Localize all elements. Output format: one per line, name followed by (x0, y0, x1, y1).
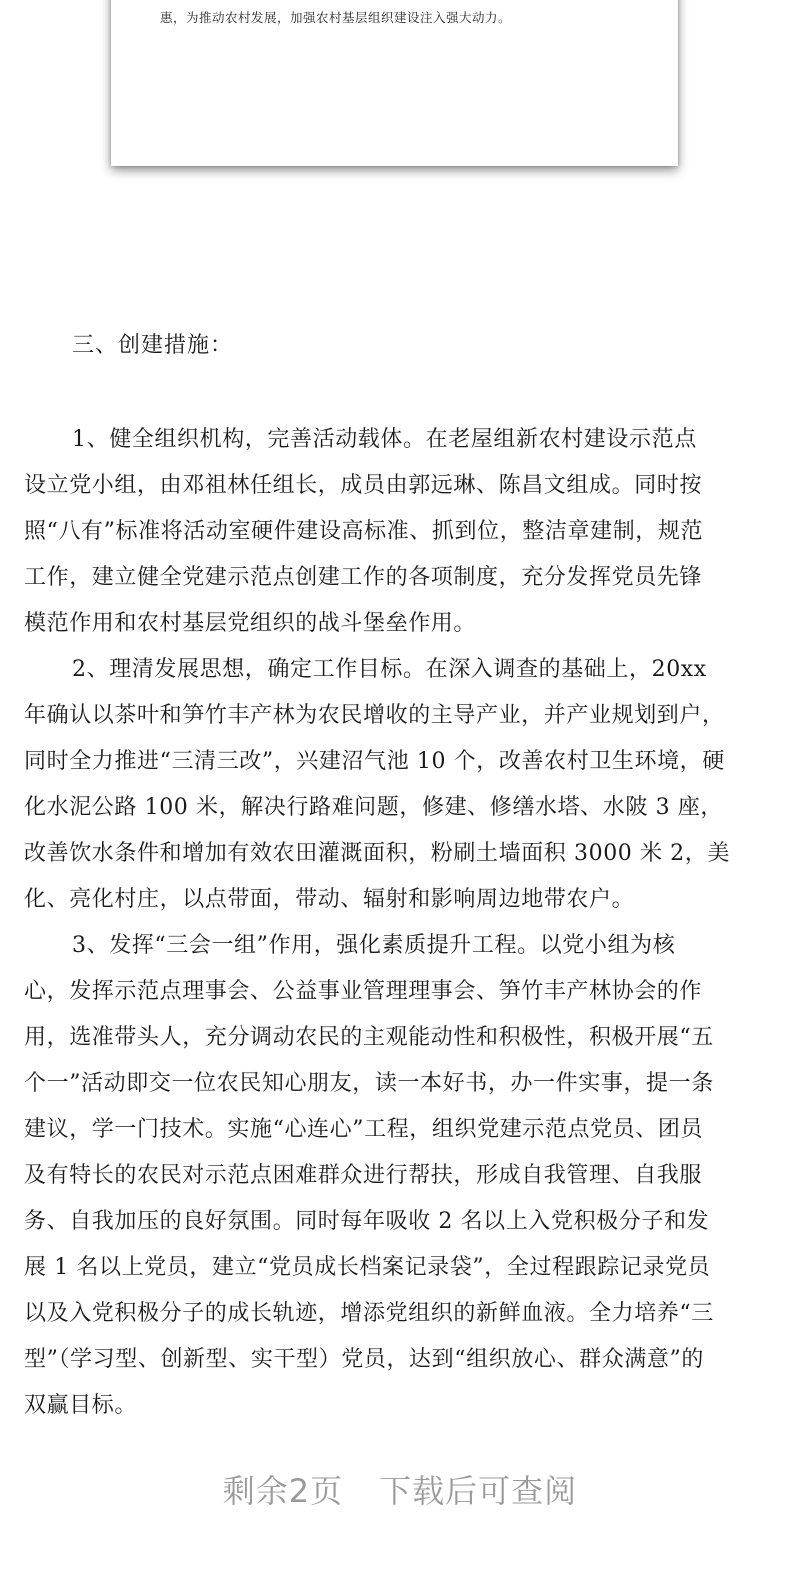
paragraph-line: 务、自我加压的良好氛围。同时每年吸收 2 名以上入党积极分子和发 (24, 1209, 710, 1234)
paragraph-line: 个一”活动即交一位农民知心朋友，读一本好书，办一件实事，提一条 (24, 1071, 714, 1096)
paragraph-line: 以及入党积极分子的成长轨迹，增添党组织的新鲜血液。全力培养“三 (24, 1301, 714, 1326)
paragraph-line: 同时全力推进“三清三改”，兴建沼气池 10 个，改善农村卫生环境，硬 (24, 749, 725, 774)
paragraph-line: 3、发挥“三会一组”作用，强化素质提升工程。以党小组为核 (72, 933, 676, 958)
paragraph-line: 建议，学一门技术。实施“心连心”工程，组织党建示范点党员、团员 (24, 1117, 704, 1142)
paragraph-line: 设立党小组，由邓祖林任组长，成员由郭远琳、陈昌文组成。同时按 (24, 473, 703, 498)
paragraph-line: 照“八有”标准将活动室硬件建设高标准、抓到位，整洁章建制，规范 (24, 519, 704, 544)
paragraph-line: 用，选准带头人，充分调动农民的主观能动性和积极性，积极开展“五 (24, 1025, 714, 1050)
paragraph-line: 化水泥公路 100 米，解决行路难问题，修建、修缮水塔、水陂 3 座， (24, 795, 723, 820)
document-body (24, 417, 784, 1429)
paragraph-line: 化、亮化村庄，以点带面，带动、辐射和影响周边地带农户。 (24, 887, 635, 912)
paragraph-line: 年确认以茶叶和笋竹丰产林为农民增收的主导产业，并产业规划到户， (24, 703, 725, 728)
previous-page-card (111, 0, 678, 166)
paragraph-line: 型”（学习型、创新型、实干型）党员，达到“组织放心、群众满意”的 (24, 1347, 704, 1372)
paragraph-line: 模范作用和农村基层党组织的战斗堡垒作用。 (24, 611, 477, 636)
download-hint-label: 下载后可查阅 (379, 1472, 578, 1510)
paragraph-line: 1、健全组织机构，完善活动载体。在老屋组新农村建设示范点 (72, 427, 697, 452)
paragraph-line: 双赢目标。 (24, 1393, 138, 1418)
paragraph-line: 改善饮水条件和增加有效农田灌溉面积，粉刷土墙面积 3000 米 2，美 (24, 841, 730, 866)
paragraph-line: 工作，建立健全党建示范点创建工作的各项制度，充分发挥党员先锋 (24, 565, 703, 590)
paragraph-line: 心，发挥示范点理事会、公益事业管理理事会、笋竹丰产林协会的作 (24, 979, 703, 1004)
section-heading: 三、创建措施： (72, 333, 234, 358)
download-prompt[interactable] (0, 1466, 800, 1512)
previous-page-tail-line: 惠，为推动农村发展，加强农村基层组织建设注入强大动力。 (160, 10, 512, 25)
remaining-pages-label: 剩余2页 (222, 1472, 344, 1510)
paragraph-line: 2、理清发展思想，确定工作目标。在深入调查的基础上，20xx (72, 657, 707, 682)
paragraph-line: 展 1 名以上党员，建立“党员成长档案记录袋”，全过程跟踪记录党员 (24, 1255, 711, 1280)
paragraph-line: 及有特长的农民对示范点困难群众进行帮扶，形成自我管理、自我服 (24, 1163, 703, 1188)
